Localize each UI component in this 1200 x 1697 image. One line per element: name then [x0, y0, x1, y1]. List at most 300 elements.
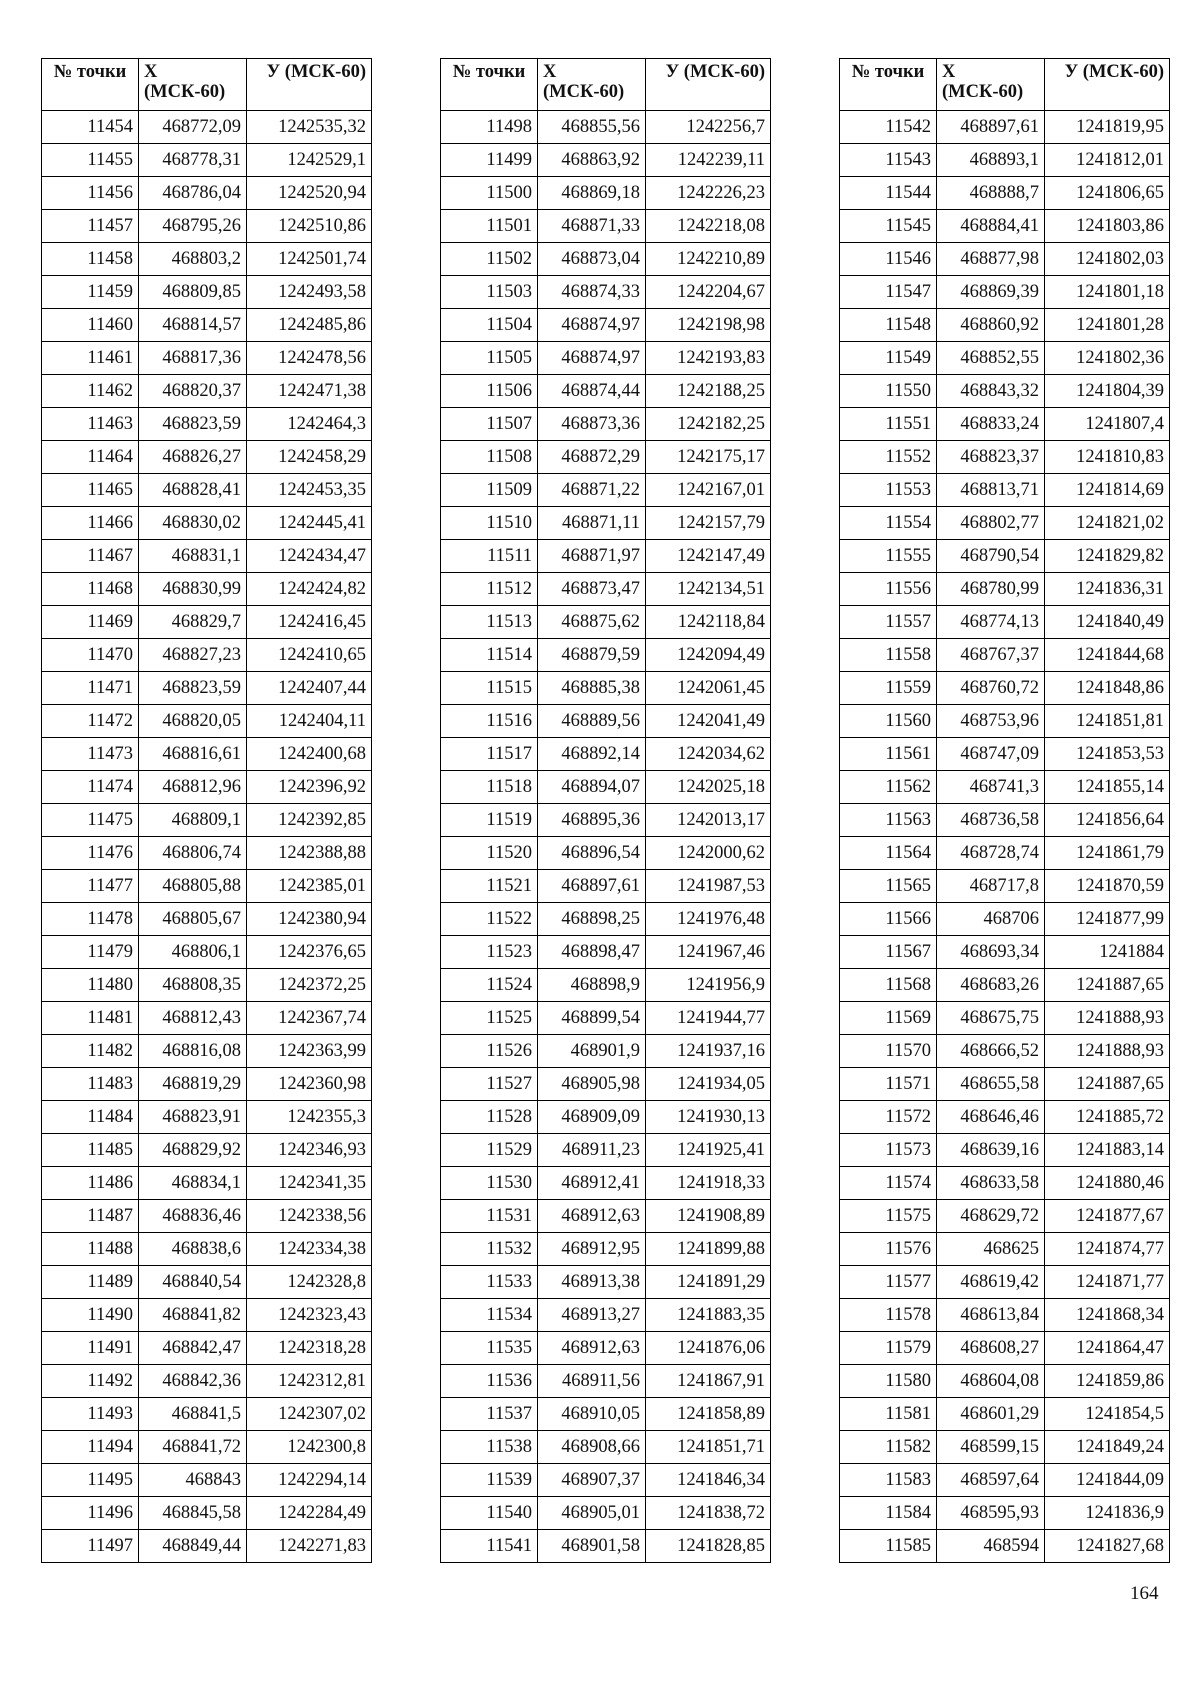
- y-coordinate-cell: 1242025,18: [646, 771, 771, 804]
- table-row: [441, 672, 771, 705]
- table-row: [840, 738, 1170, 771]
- y-coordinate-cell: 1242400,68: [247, 738, 372, 771]
- point-number-cell: 11474: [42, 771, 139, 804]
- table-row: [441, 1035, 771, 1068]
- point-number-cell: 11477: [42, 870, 139, 903]
- x-coordinate-cell: 468899,54: [538, 1002, 646, 1035]
- x-coordinate-cell: 468842,47: [139, 1332, 247, 1365]
- point-number-cell: 11553: [840, 474, 937, 507]
- x-coordinate-cell: 468717,8: [937, 870, 1045, 903]
- point-number-cell: 11515: [441, 672, 538, 705]
- x-coordinate-cell: 468767,37: [937, 639, 1045, 672]
- x-coordinate-cell: 468595,93: [937, 1497, 1045, 1530]
- point-number-cell: 11503: [441, 276, 538, 309]
- point-number-cell: 11584: [840, 1497, 937, 1530]
- y-coordinate-cell: 1241880,46: [1045, 1167, 1170, 1200]
- point-number-cell: 11469: [42, 606, 139, 639]
- x-coordinate-cell: 468911,56: [538, 1365, 646, 1398]
- x-coordinate-cell: 468872,29: [538, 441, 646, 474]
- point-number-cell: 11478: [42, 903, 139, 936]
- x-coordinate-cell: 468809,1: [139, 804, 247, 837]
- point-number-cell: 11481: [42, 1002, 139, 1035]
- table-row: [840, 1332, 1170, 1365]
- x-coordinate-cell: 468885,38: [538, 672, 646, 705]
- x-coordinate-cell: 468912,95: [538, 1233, 646, 1266]
- table-row: [441, 1299, 771, 1332]
- point-number-cell: 11459: [42, 276, 139, 309]
- point-number-cell: 11522: [441, 903, 538, 936]
- point-number-cell: 11482: [42, 1035, 139, 1068]
- table-row: [840, 672, 1170, 705]
- y-coordinate-cell: 1241838,72: [646, 1497, 771, 1530]
- y-coordinate-cell: 1242041,49: [646, 705, 771, 738]
- point-number-cell: 11500: [441, 177, 538, 210]
- point-number-cell: 11475: [42, 804, 139, 837]
- y-coordinate-cell: 1242346,93: [247, 1134, 372, 1167]
- point-number-cell: 11517: [441, 738, 538, 771]
- point-number-cell: 11537: [441, 1398, 538, 1431]
- point-number-cell: 11465: [42, 474, 139, 507]
- x-coordinate-cell: 468910,05: [538, 1398, 646, 1431]
- table-row: [441, 1200, 771, 1233]
- point-number-cell: 11526: [441, 1035, 538, 1068]
- point-number-cell: 11455: [42, 144, 139, 177]
- point-number-cell: 11568: [840, 969, 937, 1002]
- header-y-coordinate: У (МСК-60): [247, 59, 372, 111]
- table-row: [840, 210, 1170, 243]
- y-coordinate-cell: 1241840,49: [1045, 606, 1170, 639]
- x-coordinate-cell: 468849,44: [139, 1530, 247, 1563]
- y-coordinate-cell: 1241976,48: [646, 903, 771, 936]
- x-coordinate-cell: 468808,35: [139, 969, 247, 1002]
- y-coordinate-cell: 1241810,83: [1045, 441, 1170, 474]
- x-coordinate-cell: 468909,09: [538, 1101, 646, 1134]
- point-number-cell: 11494: [42, 1431, 139, 1464]
- x-coordinate-cell: 468747,09: [937, 738, 1045, 771]
- point-number-cell: 11528: [441, 1101, 538, 1134]
- x-coordinate-cell: 468823,59: [139, 408, 247, 441]
- x-coordinate-cell: 468874,97: [538, 309, 646, 342]
- y-coordinate-cell: 1242380,94: [247, 903, 372, 936]
- x-coordinate-cell: 468802,77: [937, 507, 1045, 540]
- y-coordinate-cell: 1242167,01: [646, 474, 771, 507]
- x-coordinate-cell: 468795,26: [139, 210, 247, 243]
- point-number-cell: 11534: [441, 1299, 538, 1332]
- point-number-cell: 11502: [441, 243, 538, 276]
- point-number-cell: 11559: [840, 672, 937, 705]
- y-coordinate-cell: 1241987,53: [646, 870, 771, 903]
- y-coordinate-cell: 1242239,11: [646, 144, 771, 177]
- header-point-number: № точки: [840, 59, 937, 111]
- x-coordinate-cell: 468780,99: [937, 573, 1045, 606]
- x-coordinate-cell: 468907,37: [538, 1464, 646, 1497]
- y-coordinate-cell: 1242256,7: [646, 111, 771, 144]
- y-coordinate-cell: 1241802,36: [1045, 342, 1170, 375]
- point-number-cell: 11573: [840, 1134, 937, 1167]
- x-coordinate-cell: 468869,39: [937, 276, 1045, 309]
- point-number-cell: 11531: [441, 1200, 538, 1233]
- table-row: [441, 342, 771, 375]
- y-coordinate-cell: 1241864,47: [1045, 1332, 1170, 1365]
- x-coordinate-cell: 468706: [937, 903, 1045, 936]
- y-coordinate-cell: 1241918,33: [646, 1167, 771, 1200]
- y-coordinate-cell: 1241803,86: [1045, 210, 1170, 243]
- point-number-cell: 11488: [42, 1233, 139, 1266]
- x-coordinate-cell: 468760,72: [937, 672, 1045, 705]
- y-coordinate-cell: 1242147,49: [646, 540, 771, 573]
- table-row: [840, 1002, 1170, 1035]
- point-number-cell: 11536: [441, 1365, 538, 1398]
- x-coordinate-cell: 468604,08: [937, 1365, 1045, 1398]
- table-row: [42, 1431, 372, 1464]
- y-coordinate-cell: 1241888,93: [1045, 1002, 1170, 1035]
- x-coordinate-cell: 468860,92: [937, 309, 1045, 342]
- point-number-cell: 11551: [840, 408, 937, 441]
- y-coordinate-cell: 1241829,82: [1045, 540, 1170, 573]
- table-row: [840, 276, 1170, 309]
- y-coordinate-cell: 1241937,16: [646, 1035, 771, 1068]
- coordinates-table-2: [440, 58, 771, 1563]
- y-coordinate-cell: 1242520,94: [247, 177, 372, 210]
- table-row: [840, 936, 1170, 969]
- point-number-cell: 11563: [840, 804, 937, 837]
- table-row: [42, 1035, 372, 1068]
- y-coordinate-cell: 1241827,68: [1045, 1530, 1170, 1563]
- y-coordinate-cell: 1241801,28: [1045, 309, 1170, 342]
- table-row: [441, 573, 771, 606]
- table-row: [42, 1134, 372, 1167]
- table-row: [42, 573, 372, 606]
- point-number-cell: 11582: [840, 1431, 937, 1464]
- table-row: [42, 1398, 372, 1431]
- point-number-cell: 11504: [441, 309, 538, 342]
- x-coordinate-cell: 468666,52: [937, 1035, 1045, 1068]
- y-coordinate-cell: 1241887,65: [1045, 969, 1170, 1002]
- table-row: [441, 276, 771, 309]
- page-number: 164: [1130, 1583, 1159, 1604]
- table-row: [840, 705, 1170, 738]
- y-coordinate-cell: 1242396,92: [247, 771, 372, 804]
- table-row: [840, 1398, 1170, 1431]
- point-number-cell: 11575: [840, 1200, 937, 1233]
- table-row: [840, 870, 1170, 903]
- point-number-cell: 11562: [840, 771, 937, 804]
- table-row: [441, 936, 771, 969]
- point-number-cell: 11484: [42, 1101, 139, 1134]
- x-coordinate-cell: 468819,29: [139, 1068, 247, 1101]
- x-coordinate-cell: 468831,1: [139, 540, 247, 573]
- x-coordinate-cell: 468912,63: [538, 1200, 646, 1233]
- point-number-cell: 11460: [42, 309, 139, 342]
- x-coordinate-cell: 468646,46: [937, 1101, 1045, 1134]
- table-row: [840, 1035, 1170, 1068]
- x-coordinate-cell: 468829,92: [139, 1134, 247, 1167]
- point-number-cell: 11545: [840, 210, 937, 243]
- point-number-cell: 11580: [840, 1365, 937, 1398]
- point-number-cell: 11581: [840, 1398, 937, 1431]
- table-row: [840, 1200, 1170, 1233]
- y-coordinate-cell: 1241884: [1045, 936, 1170, 969]
- y-coordinate-cell: 1241858,89: [646, 1398, 771, 1431]
- y-coordinate-cell: 1241856,64: [1045, 804, 1170, 837]
- table-row: [840, 804, 1170, 837]
- header-x-coordinate: X (МСК-60): [937, 59, 1045, 111]
- y-coordinate-cell: 1241874,77: [1045, 1233, 1170, 1266]
- x-coordinate-cell: 468830,02: [139, 507, 247, 540]
- point-number-cell: 11566: [840, 903, 937, 936]
- x-coordinate-cell: 468629,72: [937, 1200, 1045, 1233]
- point-number-cell: 11514: [441, 639, 538, 672]
- point-number-cell: 11458: [42, 243, 139, 276]
- y-coordinate-cell: 1242485,86: [247, 309, 372, 342]
- point-number-cell: 11464: [42, 441, 139, 474]
- table-row: [840, 375, 1170, 408]
- table-row: [441, 837, 771, 870]
- y-coordinate-cell: 1241806,65: [1045, 177, 1170, 210]
- table-row: [840, 309, 1170, 342]
- y-coordinate-cell: 1242392,85: [247, 804, 372, 837]
- x-coordinate-cell: 468913,38: [538, 1266, 646, 1299]
- x-coordinate-cell: 468843: [139, 1464, 247, 1497]
- y-coordinate-cell: 1242355,3: [247, 1101, 372, 1134]
- table-row: [840, 507, 1170, 540]
- y-coordinate-cell: 1242323,43: [247, 1299, 372, 1332]
- y-coordinate-cell: 1242210,89: [646, 243, 771, 276]
- table-row: [840, 408, 1170, 441]
- point-number-cell: 11499: [441, 144, 538, 177]
- table-row: [441, 1332, 771, 1365]
- table-row: [42, 408, 372, 441]
- y-coordinate-cell: 1242410,65: [247, 639, 372, 672]
- table-row: [840, 1266, 1170, 1299]
- y-coordinate-cell: 1241883,35: [646, 1299, 771, 1332]
- x-coordinate-cell: 468898,47: [538, 936, 646, 969]
- y-coordinate-cell: 1242478,56: [247, 342, 372, 375]
- table-row: [441, 408, 771, 441]
- point-number-cell: 11549: [840, 342, 937, 375]
- x-coordinate-cell: 468871,11: [538, 507, 646, 540]
- x-coordinate-cell: 468753,96: [937, 705, 1045, 738]
- point-number-cell: 11521: [441, 870, 538, 903]
- x-coordinate-cell: 468823,59: [139, 672, 247, 705]
- table-row: [441, 771, 771, 804]
- table-row: [441, 111, 771, 144]
- table-row: [42, 870, 372, 903]
- point-number-cell: 11576: [840, 1233, 937, 1266]
- x-coordinate-cell: 468874,44: [538, 375, 646, 408]
- x-coordinate-cell: 468728,74: [937, 837, 1045, 870]
- y-coordinate-cell: 1241844,09: [1045, 1464, 1170, 1497]
- table-row: [42, 540, 372, 573]
- x-coordinate-cell: 468841,5: [139, 1398, 247, 1431]
- table-row: [42, 705, 372, 738]
- y-coordinate-cell: 1242134,51: [646, 573, 771, 606]
- x-coordinate-cell: 468897,61: [937, 111, 1045, 144]
- table-row: [840, 144, 1170, 177]
- point-number-cell: 11554: [840, 507, 937, 540]
- point-number-cell: 11490: [42, 1299, 139, 1332]
- y-coordinate-cell: 1241934,05: [646, 1068, 771, 1101]
- y-coordinate-cell: 1241925,41: [646, 1134, 771, 1167]
- point-number-cell: 11512: [441, 573, 538, 606]
- y-coordinate-cell: 1241849,24: [1045, 1431, 1170, 1464]
- table-row: [840, 1167, 1170, 1200]
- point-number-cell: 11487: [42, 1200, 139, 1233]
- header-y-coordinate: У (МСК-60): [1045, 59, 1170, 111]
- table-row: [42, 1497, 372, 1530]
- x-coordinate-cell: 468871,97: [538, 540, 646, 573]
- point-number-cell: 11567: [840, 936, 937, 969]
- y-coordinate-cell: 1241855,14: [1045, 771, 1170, 804]
- header-x-coordinate: X (МСК-60): [538, 59, 646, 111]
- point-number-cell: 11457: [42, 210, 139, 243]
- point-number-cell: 11518: [441, 771, 538, 804]
- table-row: [840, 111, 1170, 144]
- point-number-cell: 11524: [441, 969, 538, 1002]
- x-coordinate-cell: 468869,18: [538, 177, 646, 210]
- point-number-cell: 11491: [42, 1332, 139, 1365]
- x-coordinate-cell: 468625: [937, 1233, 1045, 1266]
- point-number-cell: 11471: [42, 672, 139, 705]
- x-coordinate-cell: 468805,67: [139, 903, 247, 936]
- y-coordinate-cell: 1241821,02: [1045, 507, 1170, 540]
- point-number-cell: 11456: [42, 177, 139, 210]
- point-number-cell: 11574: [840, 1167, 937, 1200]
- y-coordinate-cell: 1241888,93: [1045, 1035, 1170, 1068]
- coordinates-table-3: [839, 58, 1170, 1563]
- table-row: [42, 639, 372, 672]
- table-row: [441, 1464, 771, 1497]
- header-point-number: № точки: [42, 59, 139, 111]
- point-number-cell: 11485: [42, 1134, 139, 1167]
- y-coordinate-cell: 1241871,77: [1045, 1266, 1170, 1299]
- y-coordinate-cell: 1241885,72: [1045, 1101, 1170, 1134]
- table-row: [42, 903, 372, 936]
- table-row: [42, 1299, 372, 1332]
- x-coordinate-cell: 468840,54: [139, 1266, 247, 1299]
- point-number-cell: 11578: [840, 1299, 937, 1332]
- table-row: [42, 969, 372, 1002]
- table-row: [441, 705, 771, 738]
- y-coordinate-cell: 1241802,03: [1045, 243, 1170, 276]
- x-coordinate-cell: 468803,2: [139, 243, 247, 276]
- x-coordinate-cell: 468877,98: [937, 243, 1045, 276]
- x-coordinate-cell: 468829,7: [139, 606, 247, 639]
- table-row: [441, 1167, 771, 1200]
- x-coordinate-cell: 468908,66: [538, 1431, 646, 1464]
- y-coordinate-cell: 1241930,13: [646, 1101, 771, 1134]
- y-coordinate-cell: 1242445,41: [247, 507, 372, 540]
- table-row: [42, 177, 372, 210]
- y-coordinate-cell: 1241891,29: [646, 1266, 771, 1299]
- table-row: [441, 441, 771, 474]
- y-coordinate-cell: 1241807,4: [1045, 408, 1170, 441]
- table-row: [42, 111, 372, 144]
- x-coordinate-cell: 468812,96: [139, 771, 247, 804]
- x-coordinate-cell: 468613,84: [937, 1299, 1045, 1332]
- x-coordinate-cell: 468841,72: [139, 1431, 247, 1464]
- table-row: [42, 1530, 372, 1563]
- x-coordinate-cell: 468774,13: [937, 606, 1045, 639]
- point-number-cell: 11569: [840, 1002, 937, 1035]
- y-coordinate-cell: 1241814,69: [1045, 474, 1170, 507]
- y-coordinate-cell: 1242458,29: [247, 441, 372, 474]
- y-coordinate-cell: 1241812,01: [1045, 144, 1170, 177]
- x-coordinate-cell: 468778,31: [139, 144, 247, 177]
- x-coordinate-cell: 468913,27: [538, 1299, 646, 1332]
- x-coordinate-cell: 468855,56: [538, 111, 646, 144]
- y-coordinate-cell: 1241836,31: [1045, 573, 1170, 606]
- table-row: [840, 1530, 1170, 1563]
- x-coordinate-cell: 468901,58: [538, 1530, 646, 1563]
- table-row: [441, 243, 771, 276]
- x-coordinate-cell: 468633,58: [937, 1167, 1045, 1200]
- y-coordinate-cell: 1242334,38: [247, 1233, 372, 1266]
- point-number-cell: 11505: [441, 342, 538, 375]
- y-coordinate-cell: 1242385,01: [247, 870, 372, 903]
- point-number-cell: 11535: [441, 1332, 538, 1365]
- y-coordinate-cell: 1241861,79: [1045, 837, 1170, 870]
- y-coordinate-cell: 1242157,79: [646, 507, 771, 540]
- y-coordinate-cell: 1242300,8: [247, 1431, 372, 1464]
- x-coordinate-cell: 468873,36: [538, 408, 646, 441]
- y-coordinate-cell: 1242360,98: [247, 1068, 372, 1101]
- x-coordinate-cell: 468852,55: [937, 342, 1045, 375]
- y-coordinate-cell: 1242318,28: [247, 1332, 372, 1365]
- table-row: [441, 804, 771, 837]
- table-row: [42, 210, 372, 243]
- table-row: [840, 243, 1170, 276]
- table-row: [441, 1134, 771, 1167]
- x-coordinate-cell: 468892,14: [538, 738, 646, 771]
- y-coordinate-cell: 1242294,14: [247, 1464, 372, 1497]
- table-row: [840, 177, 1170, 210]
- x-coordinate-cell: 468597,64: [937, 1464, 1045, 1497]
- table-row: [42, 1167, 372, 1200]
- x-coordinate-cell: 468884,41: [937, 210, 1045, 243]
- x-coordinate-cell: 468845,58: [139, 1497, 247, 1530]
- y-coordinate-cell: 1242388,88: [247, 837, 372, 870]
- x-coordinate-cell: 468889,56: [538, 705, 646, 738]
- x-coordinate-cell: 468599,15: [937, 1431, 1045, 1464]
- table-row: [42, 606, 372, 639]
- x-coordinate-cell: 468912,63: [538, 1332, 646, 1365]
- point-number-cell: 11520: [441, 837, 538, 870]
- table-row: [42, 672, 372, 705]
- x-coordinate-cell: 468894,07: [538, 771, 646, 804]
- point-number-cell: 11507: [441, 408, 538, 441]
- point-number-cell: 11506: [441, 375, 538, 408]
- x-coordinate-cell: 468875,62: [538, 606, 646, 639]
- y-coordinate-cell: 1242376,65: [247, 936, 372, 969]
- x-coordinate-cell: 468863,92: [538, 144, 646, 177]
- point-number-cell: 11473: [42, 738, 139, 771]
- point-number-cell: 11498: [441, 111, 538, 144]
- point-number-cell: 11552: [840, 441, 937, 474]
- coordinates-table-1: [41, 58, 372, 1563]
- point-number-cell: 11556: [840, 573, 937, 606]
- x-coordinate-cell: 468871,33: [538, 210, 646, 243]
- x-coordinate-cell: 468879,59: [538, 639, 646, 672]
- y-coordinate-cell: 1242404,11: [247, 705, 372, 738]
- y-coordinate-cell: 1242000,62: [646, 837, 771, 870]
- point-number-cell: 11461: [42, 342, 139, 375]
- y-coordinate-cell: 1242338,56: [247, 1200, 372, 1233]
- x-coordinate-cell: 468693,34: [937, 936, 1045, 969]
- point-number-cell: 11530: [441, 1167, 538, 1200]
- table-row: [441, 375, 771, 408]
- y-coordinate-cell: 1241944,77: [646, 1002, 771, 1035]
